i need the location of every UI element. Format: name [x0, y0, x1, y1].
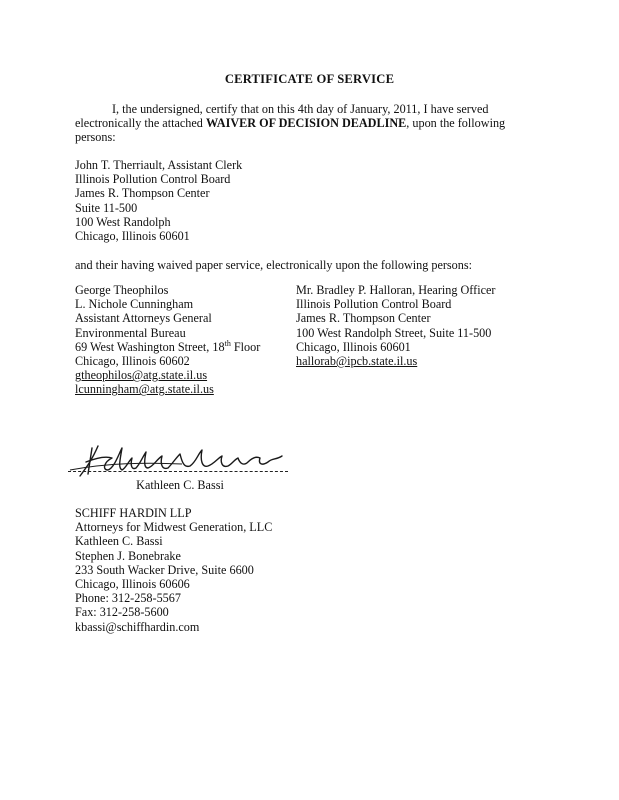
right-recipient-line: Mr. Bradley P. Halloran, Hearing Officer — [296, 283, 496, 297]
left-recipient-line: George Theophilos — [75, 283, 169, 297]
clerk-line: John T. Therriault, Assistant Clerk — [75, 158, 243, 172]
firm-email[interactable]: kbassi@schiffhardin.com — [75, 619, 200, 634]
firm-block — [75, 506, 272, 634]
signer-name: Kathleen C. Bassi — [136, 478, 224, 492]
firm-line: Kathleen C. Bassi — [75, 534, 163, 549]
clerk-line: Suite 11-500 — [75, 200, 138, 215]
left-recipient-city: Chicago, Illinois 60602 — [75, 354, 190, 369]
left-recipient-line: L. Nichole Cunningham — [75, 297, 194, 312]
intro-text-before: I, the undersigned, certify that on this 4th day of January, 2011, I have served electronically the attached — [75, 102, 489, 131]
right-recipient-line: Illinois Pollution Control Board — [296, 297, 452, 312]
clerk-line: Chicago, Illinois 60601 — [75, 229, 190, 244]
clerk-line: Illinois Pollution Control Board — [75, 172, 231, 187]
left-recipient-block — [75, 283, 260, 397]
firm-fax: Fax: 312-258-5600 — [75, 605, 169, 620]
signature-line — [68, 471, 288, 472]
clerk-line: James R. Thompson Center — [75, 186, 210, 201]
email-link[interactable]: gtheophilos@atg.state.il.us — [75, 368, 208, 383]
clerk-address-block — [75, 158, 242, 243]
firm-phone: Phone: 312-258-5567 — [75, 591, 181, 606]
street-ordinal: th — [224, 338, 231, 348]
firm-line: Chicago, Illinois 60606 — [75, 577, 190, 592]
firm-line: Stephen J. Bonebrake — [75, 548, 181, 563]
street-suffix: Floor — [230, 339, 261, 354]
handwritten-signature — [62, 440, 292, 480]
certificate-title: CERTIFICATE OF SERVICE — [224, 72, 395, 86]
waived-service-sentence: and their having waived paper service, electronically upon the following persons: — [75, 258, 472, 272]
email-link[interactable]: hallorab@ipcb.state.il.us — [296, 354, 418, 369]
clerk-line: 100 West Randolph — [75, 214, 171, 229]
firm-line: SCHIFF HARDIN LLP — [75, 506, 192, 520]
right-recipient-line: James R. Thompson Center — [296, 311, 431, 326]
left-recipient-line: Environmental Bureau — [75, 325, 186, 340]
intro-paragraph — [75, 102, 515, 145]
street-prefix: 69 West Washington Street, 18 — [75, 339, 225, 354]
email-link[interactable]: lcunningham@atg.state.il.us — [75, 382, 214, 397]
right-recipient-line: 100 West Randolph Street, Suite 11-500 — [296, 325, 492, 340]
intro-text-after: , upon the following persons: — [75, 116, 506, 145]
right-recipient-line: Chicago, Illinois 60601 — [296, 339, 411, 354]
firm-line: Attorneys for Midwest Generation, LLC — [75, 520, 273, 535]
right-recipient-block — [296, 283, 495, 368]
firm-line: 233 South Wacker Drive, Suite 6600 — [75, 562, 254, 577]
left-recipient-street — [75, 340, 260, 354]
left-recipient-line: Assistant Attorneys General — [75, 311, 212, 326]
document-name: WAIVER OF DECISION DEADLINE — [205, 116, 407, 131]
